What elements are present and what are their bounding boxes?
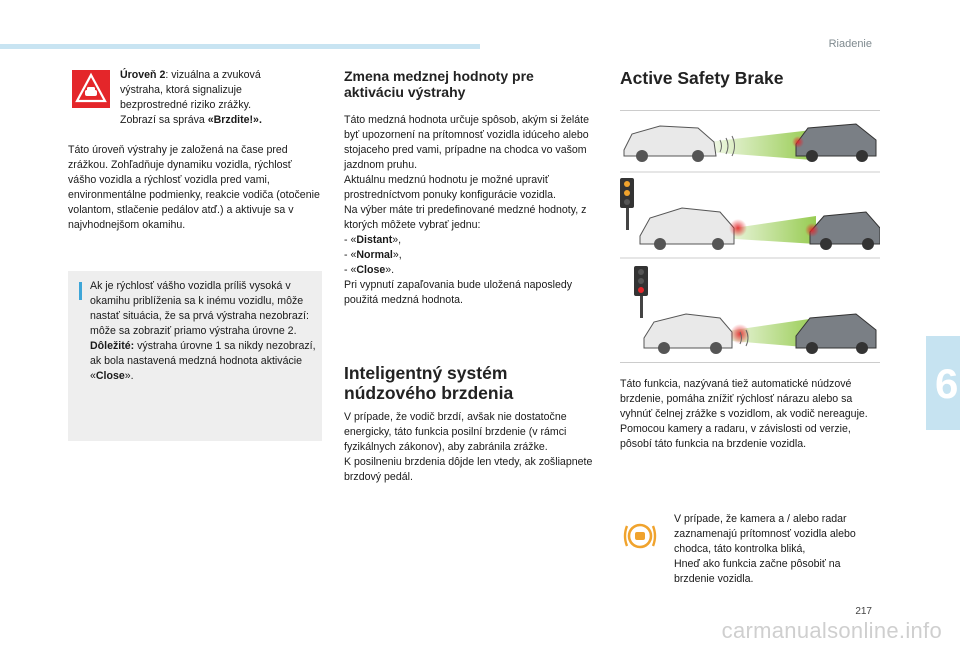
asb-para-2: Pomocou kamery a radaru, v závislosti od verzie, pôsobí táto funkcia na brzdenie vozidla.: [620, 423, 851, 450]
info-close-option: Close: [95, 370, 125, 382]
threshold-option-close: - «Close».: [344, 264, 395, 276]
lamp-para-1: V prípade, že kamera a / alebo radar zaznamenajú prítomnosť vozidla alebo chodca, táto kontrolka bliká,: [674, 513, 856, 555]
safety-brake-warning-icon: [622, 518, 658, 554]
braking-text: [344, 410, 602, 485]
asb-para-1: Táto funkcia, nazývaná tiež automatické núdzové brzdenie, pomáha znížiť rýchlosť nárazu alebo sa vyhnúť čelnej zrážke s vozidlom, ak vodič nereaguje.: [620, 378, 868, 420]
level2-message-prefix: Zobrazí sa správa: [120, 114, 208, 126]
threshold-option-normal: - «Normal»,: [344, 249, 402, 261]
threshold-option-distant: - «Distant»,: [344, 234, 402, 246]
illustration-top-divider: [620, 110, 880, 111]
scene-3: [634, 266, 876, 354]
info-end: ».: [124, 370, 134, 382]
lamp-para-2: Hneď ako funkcia začne pôsobiť na brzdenie vozidla.: [674, 558, 841, 585]
chapter-tab: [926, 336, 960, 430]
collision-alert-icon: [72, 70, 110, 108]
asb-text: [620, 377, 882, 452]
info-box: [68, 271, 322, 441]
top-accent-bar: [0, 44, 480, 49]
info-text: [90, 279, 318, 384]
scene-1: [624, 124, 876, 162]
info-text-main: Ak je rýchlosť vášho vozidla príliš vysoká v okamihu priblíženia sa k inému vozidlu, môže nastať situácia, že sa prvá výstraha nezobrazí: môže sa zobraziť priamo výstraha úrovne 2.: [90, 280, 309, 337]
level2-text: [120, 68, 300, 128]
threshold-para-2: Aktuálnu medznú hodnotu je možné upraviť prostredníctvom ponuky konfigurácie vozidla.: [344, 174, 556, 201]
info-icon: [79, 282, 82, 300]
level2-message: «Brzdite!».: [207, 114, 262, 126]
threshold-para-1: Táto medzná hodnota určuje spôsob, akým si želáte byť upozornení na prítomnosť vozidla idúceho alebo stojaceho pred vami, prípadne na chodca vo vašom jazdnom pruhu.: [344, 114, 589, 171]
braking-para-1: V prípade, že vodič brzdí, avšak nie dostatočne energicky, táto funkcia posilní brzdenie (v rámci fyzikálnych zákonov), aby zabránila zrážke.: [344, 411, 567, 453]
warning-level-paragraph: Táto úroveň výstrahy je založená na čase pred zrážkou. Zohľadňuje dynamiku vozidla, rýchlosť vášho vozidla a rýchlosť vozidla pred vami, environmentálne podmienky, reakcie vodiča (otočenie volantom, stlačenie pedálov atď.) a aktivuje sa v najvhodnejšom okamihu.: [68, 144, 320, 231]
threshold-heading: Zmena medznej hodnoty pre aktiváciu výstrahy: [344, 68, 534, 100]
threshold-para-3: Na výber máte tri predefinované medzné hodnoty, z ktorých môžete vybrať jednu:: [344, 204, 587, 231]
braking-heading: Inteligentný systém núdzového brzdenia: [344, 363, 514, 403]
level2-title: Úroveň 2: [120, 69, 166, 81]
scene-2: [620, 178, 880, 250]
chapter-number: 6: [935, 360, 959, 407]
threshold-para-4: Pri vypnutí zapaľovania bude uložená naposledy použitá medzná hodnota.: [344, 279, 573, 306]
info-important-text: výstraha úrovne 1 sa nikdy nezobrazí, ak bola nastavená medzná hodnota aktivácie «: [90, 340, 316, 382]
watermark-text: carmanualsonline.info: [721, 618, 942, 643]
braking-para-2: K posilneniu brzdenia dôjde len vtedy, ak zošliapnete brzdový pedál.: [344, 456, 593, 483]
asb-illustration: [620, 112, 880, 362]
page-number: 217: [855, 606, 872, 617]
section-title: Riadenie: [828, 38, 872, 50]
level2-description: : vizuálna a zvuková výstraha, ktorá signalizuje bezprostredné riziko zrážky.: [120, 69, 261, 111]
threshold-text: [344, 113, 602, 308]
lamp-text: [674, 512, 879, 587]
asb-heading: Active Safety Brake: [620, 68, 784, 88]
info-important-label: Dôležité:: [90, 340, 135, 352]
illustration-bottom-divider: [620, 362, 880, 363]
